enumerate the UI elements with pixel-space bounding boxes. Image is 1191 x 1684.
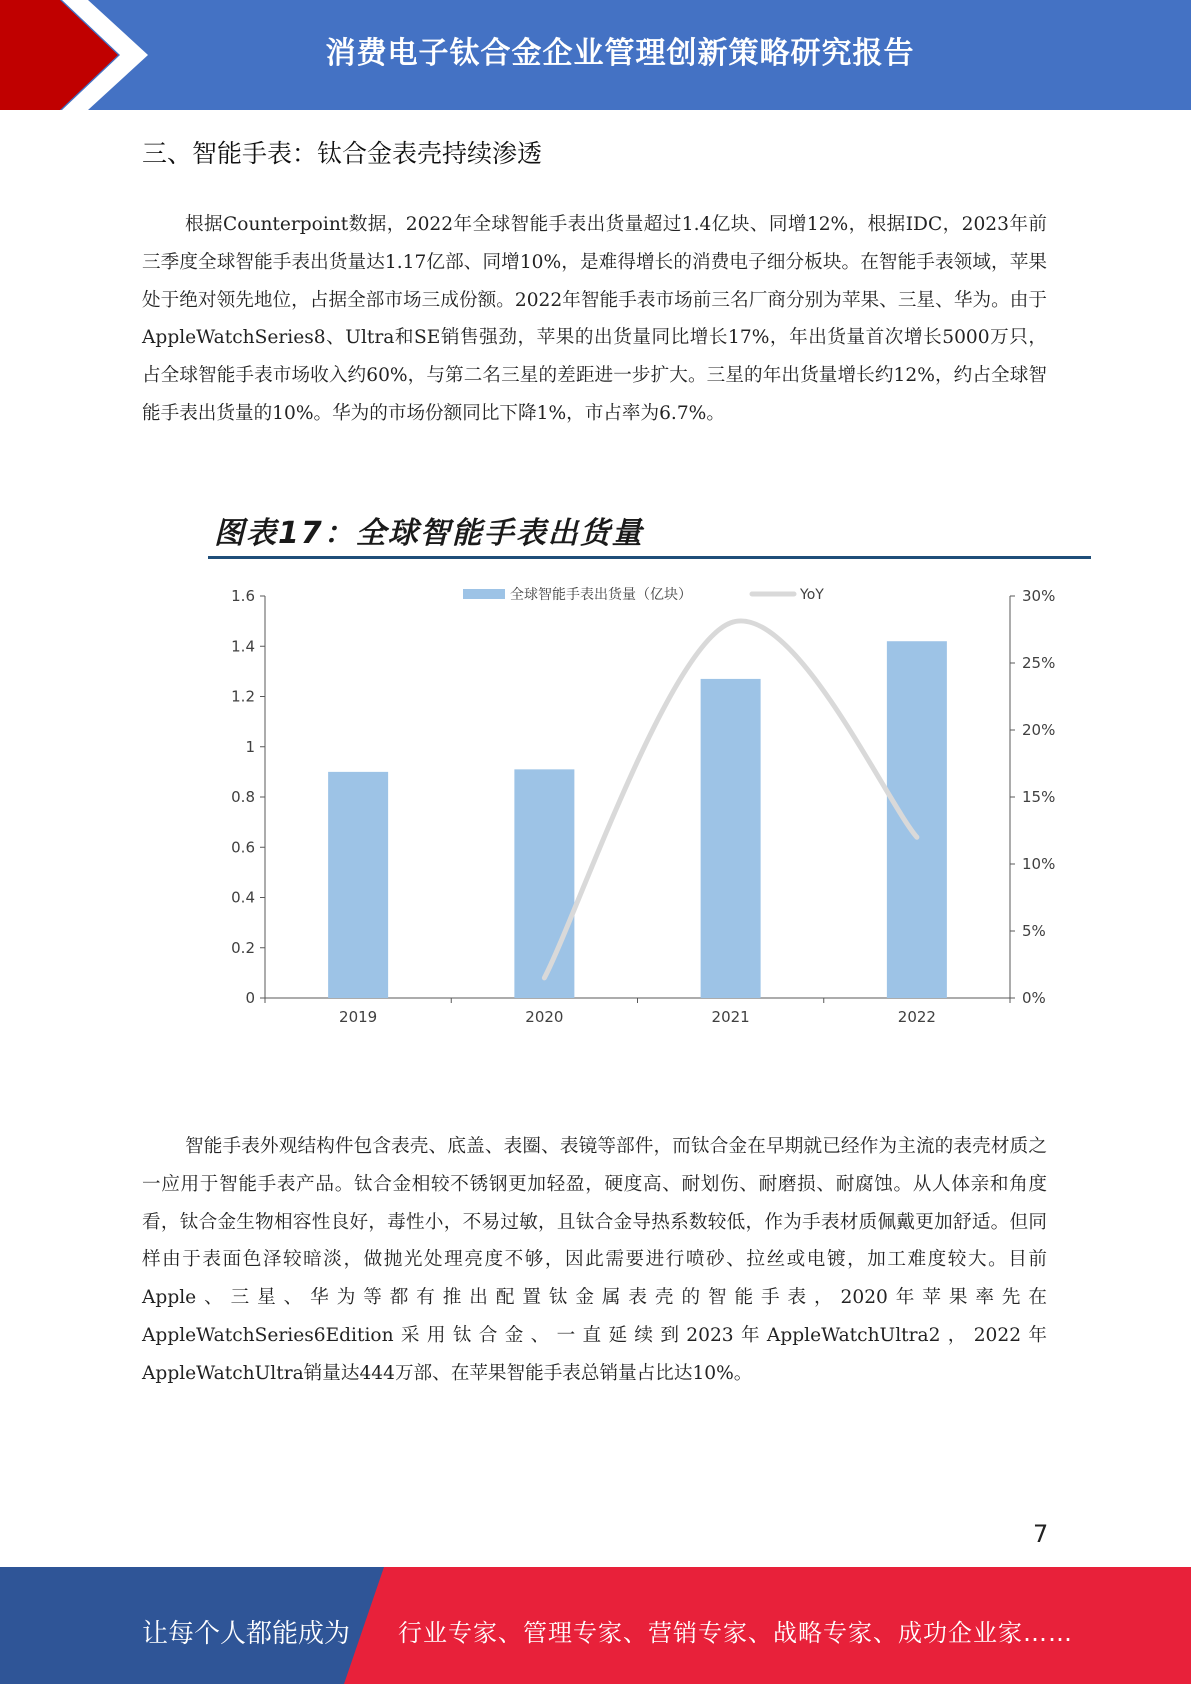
bar-2021 [701, 679, 761, 998]
body-paragraph-1: 根据Counterpoint数据，2022年全球智能手表出货量超过1.4亿块、同增12%，根据IDC，2023年前三季度全球智能手表出货量达1.17亿部、同增10%，是难得增长的消费电子细分板块。在智能手表领域，苹果处于绝对领先地位，占据全部市场三成份额。2022年智能手表市场前三名厂商分别为苹果、三星、华为。由于AppleWatchSeries8、Ultra和SE销售强劲，苹果的出货量同比增长17%，年出货量首次增长5000万只，占全球智能手表市场收入约60%，与第二名三星的差距进一步扩大。三星的年出货量增长约12%，约占全球智能手表出货量的10%。华为的市场份额同比下降1%，市占率为6.7%。 [142, 214, 1047, 424]
bar-2022 [887, 641, 947, 998]
bar-2019 [328, 772, 388, 998]
right-tick-label: 0% [1022, 989, 1046, 1007]
x-tick-label: 2020 [525, 1008, 564, 1026]
x-tick-label: 2022 [897, 1008, 936, 1026]
body-paragraph-2: 智能手表外观结构件包含表壳、底盖、表圈、表镜等部件，而钛合金在早期就已经作为主流的表壳材质之一应用于智能手表产品。钛合金相较不锈钢更加轻盈，硬度高、耐划伤、耐磨损、耐腐蚀。从人体亲和角度看，钛合金生物相容性良好，毒性小，不易过敏，且钛合金导热系数较低，作为手表材质佩戴更加舒适。但同样由于表面色泽较暗淡，做抛光处理亮度不够，因此需要进行喷砂、拉丝或电镀，加工难度较大。目前Apple、三星、华为等都有推出配置钛金属表壳的智能手表，2020年苹果率先在AppleWatchSeries6Edition采用钛合金、一直延续到2023年AppleWatchUltra2，2022年AppleWatchUltra销量达444万部、在苹果智能手表总销量占比达10%。 [142, 1136, 1047, 1384]
section-heading: 三、智能手表：钛合金表壳持续渗透 [142, 139, 543, 168]
left-tick-label: 1.2 [231, 687, 255, 706]
left-tick-label: 1.6 [231, 587, 255, 605]
left-tick-label: 1 [245, 737, 255, 756]
right-tick-label: 20% [1022, 721, 1056, 739]
left-tick-label: 1.4 [231, 637, 255, 656]
figure-title-rule [208, 556, 1091, 559]
left-tick-label: 0 [245, 989, 255, 1007]
figure-title: 图表17：全球智能手表出货量 [214, 516, 644, 551]
footer-slogan-right: 行业专家、管理专家、营销专家、战略专家、成功企业家…… [398, 1619, 1073, 1647]
right-tick-label: 25% [1022, 654, 1056, 672]
left-tick-label: 0.4 [231, 888, 255, 907]
left-tick-label: 0.8 [231, 788, 255, 806]
right-tick-label: 5% [1022, 922, 1046, 940]
legend-line-label: YoY [800, 587, 824, 603]
x-tick-label: 2019 [339, 1008, 378, 1026]
shipment-chart [200, 570, 1080, 1040]
legend-bar-swatch [463, 589, 505, 599]
bar-2020 [514, 769, 574, 998]
report-title: 消费电子钛合金企业管理创新策略研究报告 [325, 36, 915, 71]
right-tick-label: 10% [1022, 855, 1056, 873]
legend-bar-label: 全球智能手表出货量（亿块） [510, 587, 692, 603]
x-tick-label: 2021 [711, 1008, 750, 1026]
page-footer [0, 1567, 1191, 1684]
page-number: 7 [1033, 1520, 1049, 1548]
left-tick-label: 0.6 [231, 838, 255, 857]
page-header [0, 0, 1191, 110]
right-tick-label: 15% [1022, 788, 1056, 806]
left-tick-label: 0.2 [231, 938, 255, 957]
footer-slogan-left: 让每个人都能成为 [142, 1619, 351, 1649]
right-tick-label: 30% [1022, 587, 1056, 605]
